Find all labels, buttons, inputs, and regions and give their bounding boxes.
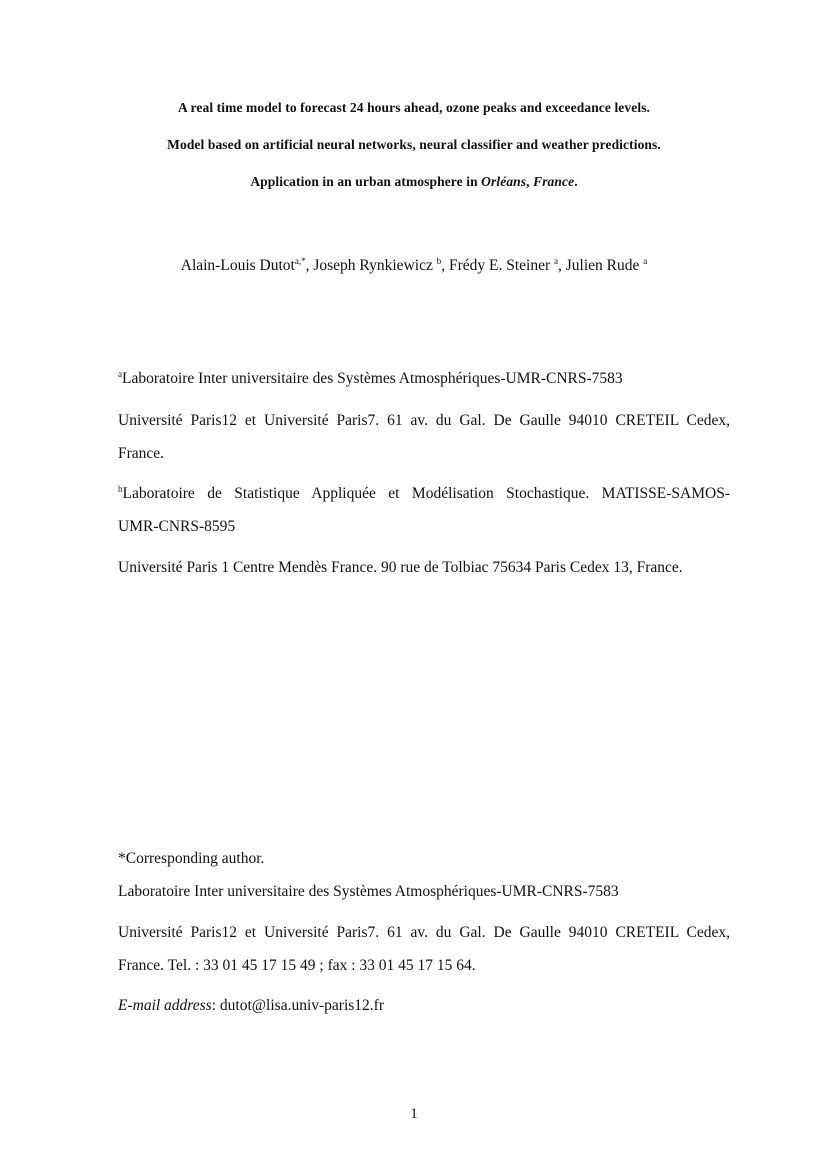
- title-city: Orléans: [481, 174, 527, 189]
- affiliation-a-address-line-2: France.: [118, 445, 165, 462]
- corresponding-lab: Laboratoire Inter universitaire des Systèmes Atmosphériques-UMR-CNRS-7583: [118, 883, 619, 900]
- affiliation-b-name-line-2: UMR-CNRS-8595: [118, 518, 236, 535]
- affiliation-a-address-line-1: Université Paris12 et Université Paris7. 61 av. du Gal. De Gaulle 94010 CRETEIL Cedex,: [118, 412, 730, 429]
- title-country: France: [533, 174, 575, 189]
- author-affiliation-mark: b: [436, 256, 442, 266]
- author-separator: ,: [558, 257, 566, 274]
- title-end: .: [574, 174, 578, 189]
- title-line-3: [0, 174, 828, 190]
- title-line-2: Model based on artificial neural networks, neural classifier and weather predictions.: [167, 137, 661, 152]
- email-separator: :: [211, 997, 220, 1014]
- affiliation-a-text: Laboratoire Inter universitaire des Systèmes Atmosphériques-UMR-CNRS-7583: [122, 370, 623, 387]
- author-name: Joseph Rynkiewicz: [313, 257, 437, 274]
- email-label: E-mail address: [118, 997, 212, 1014]
- corresponding-address-line-1: Université Paris12 et Université Paris7. 61 av. du Gal. De Gaulle 94010 CRETEIL Cedex,: [118, 924, 730, 941]
- author-name: Julien Rude: [565, 257, 644, 274]
- affiliation-b-text: Laboratoire de Statistique Appliquée et Modélisation Stochastique. MATISSE-SAMOS-: [122, 485, 730, 502]
- title-line-3-prefix: Application in an urban atmosphere in: [250, 174, 482, 189]
- author-list: [0, 257, 828, 275]
- email-line: [118, 997, 384, 1015]
- affiliation-a-name: [118, 370, 623, 388]
- affiliation-a-mark: a: [118, 369, 122, 379]
- author-name: Alain-Louis Dutot: [180, 257, 295, 274]
- page-number: 1: [410, 1106, 418, 1122]
- author-affiliation-mark: a,*: [294, 256, 306, 266]
- affiliation-b-name-line-1: [118, 485, 730, 503]
- corresponding-author-heading: *Corresponding author.: [118, 850, 265, 867]
- author-affiliation-mark: a: [643, 256, 648, 266]
- author-name: Frédy E. Steiner: [448, 257, 554, 274]
- author-separator: ,: [305, 257, 314, 274]
- title-line-1: A real time model to forecast 24 hours ahead, ozone peaks and exceedance levels.: [177, 100, 651, 115]
- affiliation-b-address: Université Paris 1 Centre Mendès France. 90 rue de Tolbiac 75634 Paris Cedex 13, France.: [118, 559, 683, 576]
- corresponding-address-line-2: France. Tel. : 33 01 45 17 15 49 ; fax : 33 01 45 17 15 64.: [118, 957, 476, 974]
- author-separator: ,: [441, 257, 449, 274]
- title-separator: ,: [526, 174, 534, 189]
- email-address: dutot@lisa.univ-paris12.fr: [219, 997, 384, 1014]
- author-affiliation-mark: a: [554, 256, 558, 266]
- affiliation-b-mark: b: [118, 484, 123, 494]
